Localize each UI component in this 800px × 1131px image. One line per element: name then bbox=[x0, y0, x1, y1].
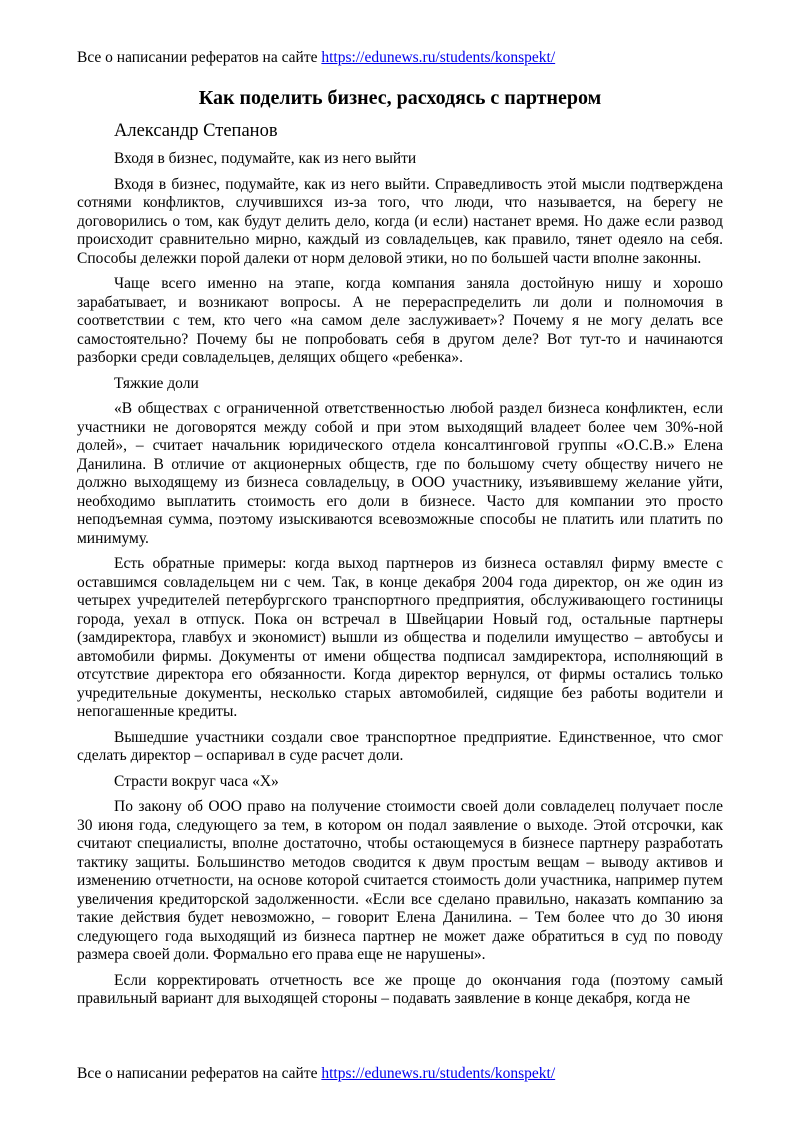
section-heading: Тяжкие доли bbox=[114, 374, 199, 392]
page-footer bbox=[77, 1065, 555, 1083]
paragraph: Входя в бизнес, подумайте, как из него выйти. Справедливость этой мысли подтверждена сотнями конфликтов, случившихся из-за того, что люди, что называется, на берегу не договорились о том, как будут делить дело, когда (и если) настанет время. Но даже если развод происходит сравнительно мирно, каждый из совладельцев, как правило, тянет одеяло на себя. Способы дележки порой далеки от норм деловой этики, но по большей части вполне законны. bbox=[77, 175, 723, 267]
footer-link[interactable]: https://edunews.ru/students/konspekt/ bbox=[321, 1065, 556, 1082]
paragraph: Чаще всего именно на этапе, когда компания заняла достойную нишу и хорошо зарабатывает, и возникают вопросы. А не перераспределить ли доли и полномочия в соответствии с тем, кто чего «на самом деле заслуживает»? Почему я не могу делать все самостоятельно? Почему бы не попробовать себя в другом деле? Вот тут-то и начинаются разборки среди совладельцев, делящих общего «ребенка». bbox=[77, 275, 723, 366]
paragraph: Вышедшие участники создали свое транспортное предприятие. Единственное, что смог сделать директор – оспаривал в суде расчет доли. bbox=[77, 728, 723, 764]
section-heading: Страсти вокруг часа «Х» bbox=[114, 772, 279, 790]
article-lead: Входя в бизнес, подумайте, как из него выйти bbox=[114, 150, 417, 167]
article-title: Как поделить бизнес, расходясь с партнером bbox=[198, 87, 602, 109]
header-prefix: Все о написании рефератов на сайте bbox=[77, 49, 322, 66]
paragraph: Если корректировать отчетность все же проще до окончания года (поэтому самый правильный вариант для выходящей стороны – подавать заявление в конце декабря, когда не bbox=[77, 971, 723, 1007]
page-header bbox=[77, 49, 555, 67]
article-author: Александр Степанов bbox=[114, 121, 278, 141]
paragraph: «В обществах с ограниченной ответственностью любой раздел бизнеса конфликтен, если участники не договорятся между собой и при этом выходящий владеет более чем 30%-ной долей», – считает начальник юридического отдела консалтинговой группы «О.С.В.» Елена Данилина. В отличие от акционерных обществ, где по большому счету обществу ничего не должно выходящему из бизнеса совладельцу, в ООО участнику, изъявившему желание уйти, необходимо выплатить стоимость его доли в бизнесе. Часто для компании это просто неподъемная сумма, поэтому изыскиваются всевозможные способы не платить или платить по минимуму. bbox=[77, 400, 723, 547]
paragraph: По закону об ООО право на получение стоимости своей доли совладелец получает после 30 июня года, следующего за тем, в котором он подал заявление о выходе. Этой отсрочки, как считают специалисты, вполне достаточно, чтобы остающемуся в бизнесе партнеру разработать тактику защиты. Большинство методов сводится к двум простым вещам – выводу активов и изменению отчетности, на основе которой считается стоимость доли участника, например путем увеличения кредиторской задолженности. «Если все сделано правильно, наказать компанию за такие действия будет невозможно, – говорит Елена Данилина. – Тем более что до 30 июня следующего года выходящий из бизнеса партнер не может даже обратиться в суд по поводу размера своей доли. Формально его права еще не нарушены». bbox=[77, 798, 723, 963]
footer-prefix: Все о написании рефератов на сайте bbox=[77, 1065, 322, 1082]
header-link[interactable]: https://edunews.ru/students/konspekt/ bbox=[321, 49, 556, 66]
paragraph: Есть обратные примеры: когда выход партнеров из бизнеса оставлял фирму вместе с оставшимся совладельцем ни с чем. Так, в конце декабря 2004 года директор, он же один из четырех учредителей петербургского транспортного предприятия, обслуживающего гостиницы города, уехал в отпуск. Пока он встречал в Швейцарии Новый год, остальные партнеры (замдиректора, главбух и экономист) вышли из общества и поделили имущество – автобусы и автомобили фирмы. Документы от имени общества подписал замдиректора, исполняющий в отсутствие директора его обязанности. Когда директор вернулся, от фирмы остались только учредительные документы, несколько старых автомобилей, сидящие без работы водители и непогашенные кредиты. bbox=[77, 555, 723, 720]
article-body bbox=[77, 84, 723, 1009]
